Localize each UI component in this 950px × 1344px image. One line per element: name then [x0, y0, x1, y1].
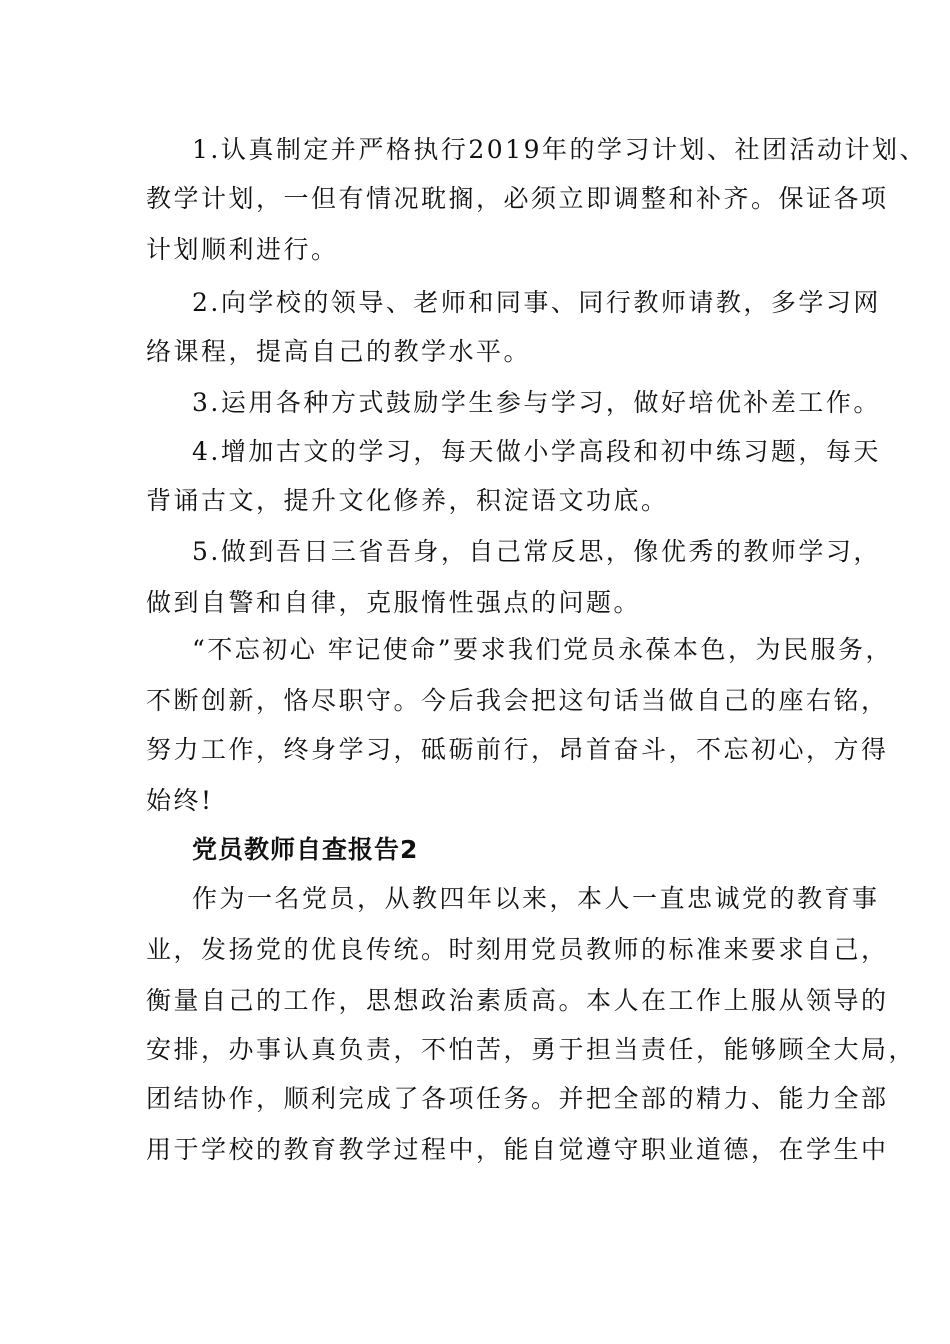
paragraph-7-line-6: 用于学校的教育教学过程中，能自觉遵守职业道德，在学生中 [146, 1135, 889, 1164]
paragraph-7-line-5: 团结协作，顺利完成了各项任务。并把全部的精力、能力全部 [146, 1084, 889, 1113]
paragraph-2-line-1: 2.向学校的领导、老师和同事、同行教师请教，多学习网 [192, 288, 881, 317]
paragraph-6-line-2: 不断创新，恪尽职守。今后我会把这句话当做自己的座右铭， [146, 686, 889, 715]
paragraph-6-line-3: 努力工作，终身学习，砥砺前行，昂首奋斗，不忘初心，方得 [146, 735, 889, 764]
paragraph-7-line-1: 作为一名党员，从教四年以来，本人一直忠诚党的教育事 [192, 884, 880, 913]
paragraph-6-line-4: 始终! [146, 786, 214, 815]
paragraph-4-line-1: 4.增加古文的学习，每天做小学高段和初中练习题，每天 [192, 437, 881, 466]
section-heading: 党员教师自查报告2 [192, 835, 419, 864]
paragraph-7-line-4: 安排，办事认真负责，不怕苦，勇于担当责任，能够顾全大局， [146, 1035, 917, 1064]
paragraph-4-line-2: 背诵古文，提升文化修养，积淀语文功底。 [146, 486, 669, 515]
paragraph-7-line-2: 业，发扬党的优良传统。时刻用党员教师的标准来要求自己， [146, 935, 889, 964]
paragraph-3-line-1: 3.运用各种方式鼓励学生参与学习，做好培优补差工作。 [192, 388, 881, 417]
paragraph-7-line-3: 衡量自己的工作，思想政治素质高。本人在工作上服从领导的 [146, 986, 889, 1015]
paragraph-1-line-1: 1.认真制定并严格执行2019年的学习计划、社团活动计划、 [192, 135, 927, 164]
paragraph-5-line-1: 5.做到吾日三省吾身，自己常反思，像优秀的教师学习， [192, 537, 881, 566]
paragraph-1-line-3: 计划顺利进行。 [146, 235, 339, 264]
paragraph-1-line-2: 教学计划，一但有情况耽搁，必须立即调整和补齐。保证各项 [146, 184, 889, 213]
paragraph-6-line-1: “不忘初心 牢记使命”要求我们党员永葆本色，为民服务， [192, 635, 894, 664]
paragraph-5-line-2: 做到自警和自律，克服惰性强点的问题。 [146, 588, 642, 617]
paragraph-2-line-2: 络课程，提高自己的教学水平。 [146, 337, 532, 366]
